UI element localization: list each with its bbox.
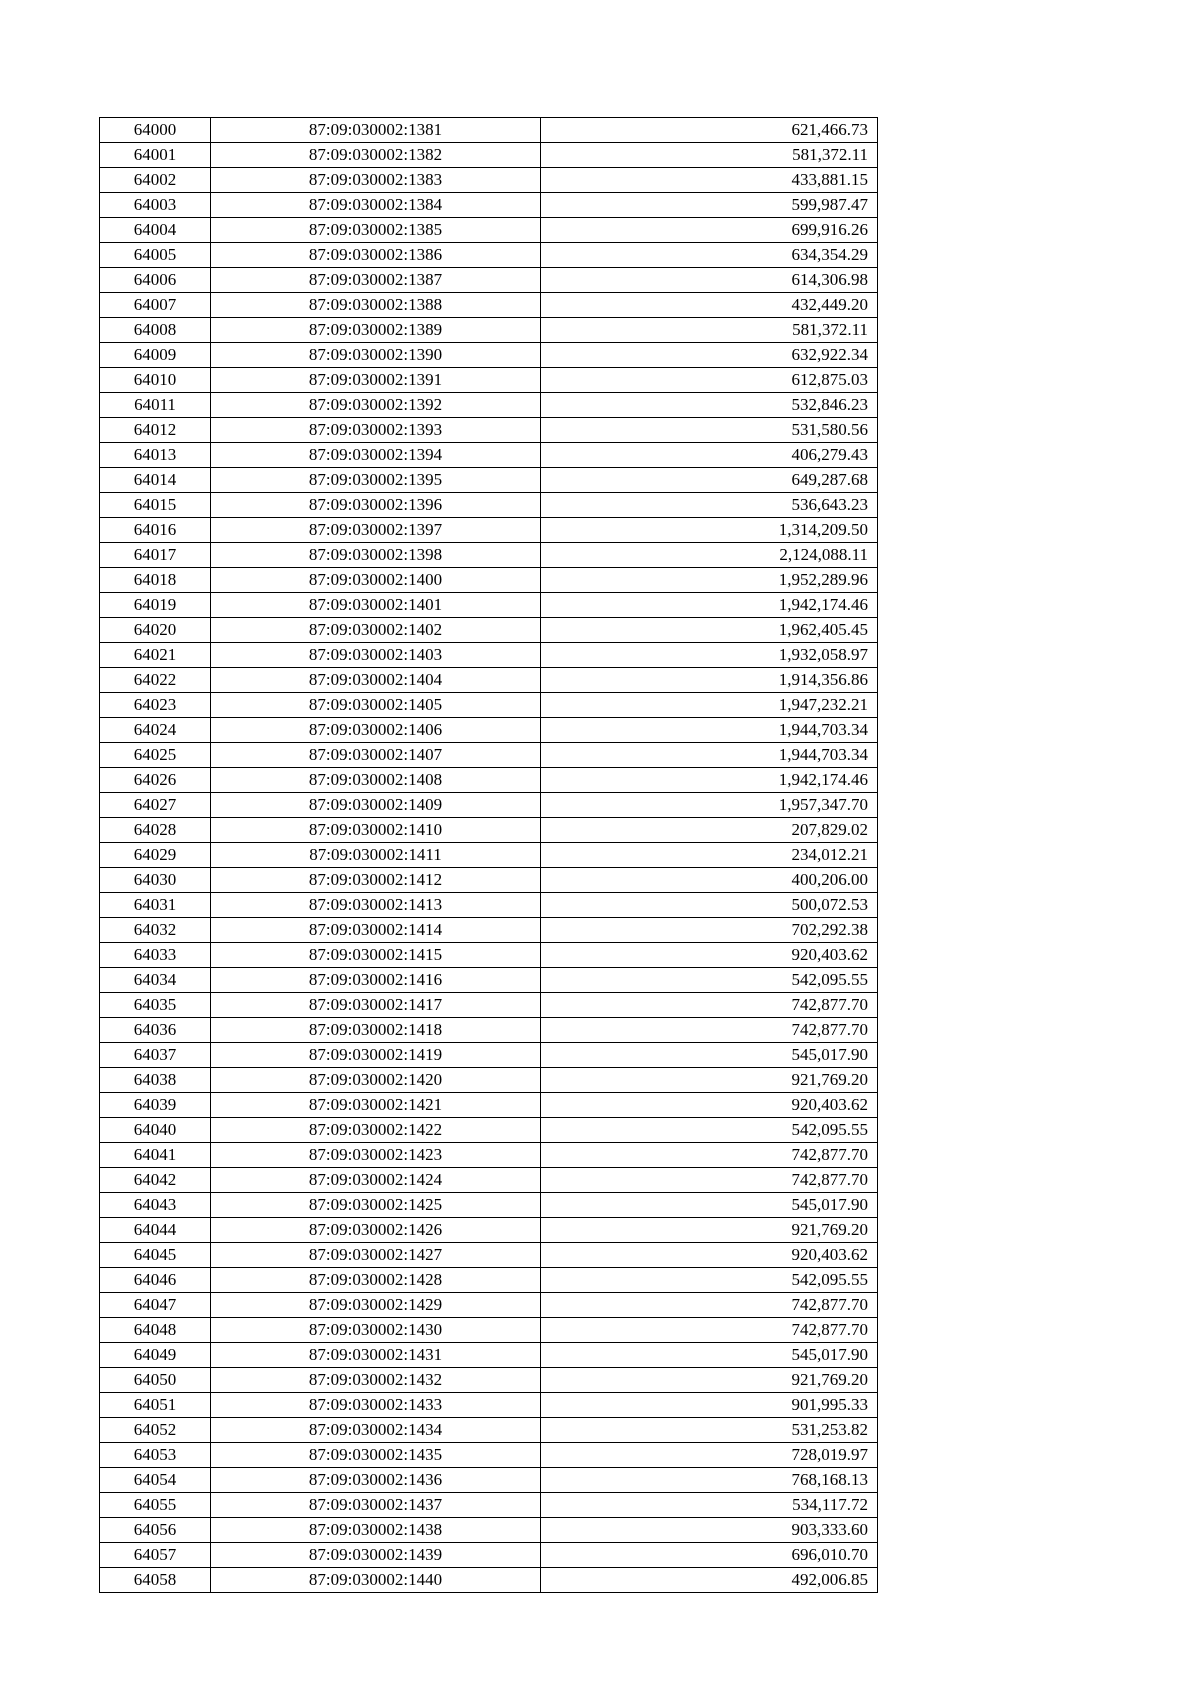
- table-row: [100, 1318, 878, 1343]
- cadastral-number-cell: 87:09:030002:1434: [211, 1418, 541, 1443]
- table-row: [100, 668, 878, 693]
- cadastral-number-cell: 87:09:030002:1420: [211, 1068, 541, 1093]
- table-row: [100, 543, 878, 568]
- table-row: [100, 818, 878, 843]
- cadastral-number-cell: 87:09:030002:1390: [211, 343, 541, 368]
- value-cell: 921,769.20: [541, 1368, 878, 1393]
- value-cell: 1,962,405.45: [541, 618, 878, 643]
- row-number-cell: 64027: [100, 793, 211, 818]
- row-number-cell: 64005: [100, 243, 211, 268]
- table-row: [100, 368, 878, 393]
- row-number-cell: 64040: [100, 1118, 211, 1143]
- row-number-cell: 64032: [100, 918, 211, 943]
- cadastral-number-cell: 87:09:030002:1417: [211, 993, 541, 1018]
- table-row: [100, 1543, 878, 1568]
- value-cell: 742,877.70: [541, 1293, 878, 1318]
- table-row: [100, 968, 878, 993]
- cadastral-number-cell: 87:09:030002:1410: [211, 818, 541, 843]
- table-row: [100, 243, 878, 268]
- cadastral-number-cell: 87:09:030002:1406: [211, 718, 541, 743]
- row-number-cell: 64008: [100, 318, 211, 343]
- table-row: [100, 693, 878, 718]
- value-cell: 432,449.20: [541, 293, 878, 318]
- value-cell: 406,279.43: [541, 443, 878, 468]
- value-cell: 581,372.11: [541, 318, 878, 343]
- cadastral-number-cell: 87:09:030002:1395: [211, 468, 541, 493]
- table-row: [100, 643, 878, 668]
- table-row: [100, 618, 878, 643]
- value-cell: 536,643.23: [541, 493, 878, 518]
- row-number-cell: 64024: [100, 718, 211, 743]
- value-cell: 1,314,209.50: [541, 518, 878, 543]
- cadastral-number-cell: 87:09:030002:1423: [211, 1143, 541, 1168]
- table-row: [100, 1368, 878, 1393]
- table-row: [100, 918, 878, 943]
- value-cell: 768,168.13: [541, 1468, 878, 1493]
- value-cell: 699,916.26: [541, 218, 878, 243]
- value-cell: 903,333.60: [541, 1518, 878, 1543]
- value-cell: 728,019.97: [541, 1443, 878, 1468]
- table-row: [100, 1168, 878, 1193]
- table-row: [100, 168, 878, 193]
- row-number-cell: 64049: [100, 1343, 211, 1368]
- table-row: [100, 793, 878, 818]
- row-number-cell: 64022: [100, 668, 211, 693]
- value-cell: 920,403.62: [541, 943, 878, 968]
- cadastral-number-cell: 87:09:030002:1398: [211, 543, 541, 568]
- table-row: [100, 468, 878, 493]
- row-number-cell: 64026: [100, 768, 211, 793]
- cadastral-number-cell: 87:09:030002:1409: [211, 793, 541, 818]
- table-row: [100, 743, 878, 768]
- row-number-cell: 64021: [100, 643, 211, 668]
- cadastral-number-cell: 87:09:030002:1425: [211, 1193, 541, 1218]
- cadastral-number-cell: 87:09:030002:1428: [211, 1268, 541, 1293]
- cadastral-number-cell: 87:09:030002:1388: [211, 293, 541, 318]
- cadastral-number-cell: 87:09:030002:1418: [211, 1018, 541, 1043]
- cadastral-number-cell: 87:09:030002:1408: [211, 768, 541, 793]
- cadastral-number-cell: 87:09:030002:1439: [211, 1543, 541, 1568]
- cadastral-number-cell: 87:09:030002:1421: [211, 1093, 541, 1118]
- table-row: [100, 1193, 878, 1218]
- value-cell: 2,124,088.11: [541, 543, 878, 568]
- row-number-cell: 64043: [100, 1193, 211, 1218]
- cadastral-number-cell: 87:09:030002:1392: [211, 393, 541, 418]
- value-cell: 545,017.90: [541, 1043, 878, 1068]
- cadastral-number-cell: 87:09:030002:1430: [211, 1318, 541, 1343]
- value-cell: 545,017.90: [541, 1343, 878, 1368]
- cadastral-number-cell: 87:09:030002:1413: [211, 893, 541, 918]
- cadastral-number-cell: 87:09:030002:1435: [211, 1443, 541, 1468]
- row-number-cell: 64036: [100, 1018, 211, 1043]
- row-number-cell: 64038: [100, 1068, 211, 1093]
- table-row: [100, 1443, 878, 1468]
- value-cell: 1,932,058.97: [541, 643, 878, 668]
- cadastral-number-cell: 87:09:030002:1433: [211, 1393, 541, 1418]
- row-number-cell: 64004: [100, 218, 211, 243]
- cadastral-number-cell: 87:09:030002:1386: [211, 243, 541, 268]
- table-row: [100, 1118, 878, 1143]
- row-number-cell: 64000: [100, 118, 211, 143]
- cadastral-number-cell: 87:09:030002:1412: [211, 868, 541, 893]
- cadastral-number-cell: 87:09:030002:1403: [211, 643, 541, 668]
- row-number-cell: 64019: [100, 593, 211, 618]
- value-cell: 920,403.62: [541, 1243, 878, 1268]
- cadastral-number-cell: 87:09:030002:1432: [211, 1368, 541, 1393]
- row-number-cell: 64039: [100, 1093, 211, 1118]
- row-number-cell: 64058: [100, 1568, 211, 1593]
- row-number-cell: 64055: [100, 1493, 211, 1518]
- row-number-cell: 64042: [100, 1168, 211, 1193]
- table-row: [100, 493, 878, 518]
- table-row: [100, 1143, 878, 1168]
- row-number-cell: 64033: [100, 943, 211, 968]
- table-row: [100, 118, 878, 143]
- value-cell: 542,095.55: [541, 1268, 878, 1293]
- value-cell: 901,995.33: [541, 1393, 878, 1418]
- cadastral-number-cell: 87:09:030002:1397: [211, 518, 541, 543]
- table-row: [100, 1393, 878, 1418]
- cadastral-number-cell: 87:09:030002:1385: [211, 218, 541, 243]
- cadastral-number-cell: 87:09:030002:1422: [211, 1118, 541, 1143]
- table-row: [100, 768, 878, 793]
- cadastral-number-cell: 87:09:030002:1401: [211, 593, 541, 618]
- value-cell: 1,947,232.21: [541, 693, 878, 718]
- table-row: [100, 1518, 878, 1543]
- row-number-cell: 64041: [100, 1143, 211, 1168]
- value-cell: 400,206.00: [541, 868, 878, 893]
- cadastral-number-cell: 87:09:030002:1382: [211, 143, 541, 168]
- table-row: [100, 1493, 878, 1518]
- table-row: [100, 1043, 878, 1068]
- value-cell: 207,829.02: [541, 818, 878, 843]
- table-row: [100, 1093, 878, 1118]
- value-cell: 542,095.55: [541, 968, 878, 993]
- table-row: [100, 193, 878, 218]
- table-row: [100, 443, 878, 468]
- value-cell: 1,944,703.34: [541, 743, 878, 768]
- value-cell: 599,987.47: [541, 193, 878, 218]
- value-cell: 581,372.11: [541, 143, 878, 168]
- value-cell: 542,095.55: [541, 1118, 878, 1143]
- row-number-cell: 64016: [100, 518, 211, 543]
- value-cell: 534,117.72: [541, 1493, 878, 1518]
- cadastral-number-cell: 87:09:030002:1416: [211, 968, 541, 993]
- row-number-cell: 64018: [100, 568, 211, 593]
- row-number-cell: 64009: [100, 343, 211, 368]
- table-row: [100, 1218, 878, 1243]
- row-number-cell: 64011: [100, 393, 211, 418]
- row-number-cell: 64030: [100, 868, 211, 893]
- value-cell: 532,846.23: [541, 393, 878, 418]
- table-row: [100, 418, 878, 443]
- value-cell: 234,012.21: [541, 843, 878, 868]
- row-number-cell: 64048: [100, 1318, 211, 1343]
- row-number-cell: 64054: [100, 1468, 211, 1493]
- cadastral-number-cell: 87:09:030002:1407: [211, 743, 541, 768]
- value-cell: 742,877.70: [541, 1018, 878, 1043]
- table-row: [100, 843, 878, 868]
- row-number-cell: 64017: [100, 543, 211, 568]
- row-number-cell: 64053: [100, 1443, 211, 1468]
- table-row: [100, 568, 878, 593]
- table-row: [100, 218, 878, 243]
- value-cell: 614,306.98: [541, 268, 878, 293]
- table-row: [100, 1418, 878, 1443]
- table-row: [100, 1568, 878, 1593]
- table-row: [100, 593, 878, 618]
- table-row: [100, 893, 878, 918]
- cadastral-number-cell: 87:09:030002:1415: [211, 943, 541, 968]
- row-number-cell: 64007: [100, 293, 211, 318]
- value-cell: 702,292.38: [541, 918, 878, 943]
- row-number-cell: 64028: [100, 818, 211, 843]
- cadastral-value-table: [99, 117, 878, 1593]
- row-number-cell: 64050: [100, 1368, 211, 1393]
- table-row: [100, 1243, 878, 1268]
- row-number-cell: 64015: [100, 493, 211, 518]
- value-cell: 632,922.34: [541, 343, 878, 368]
- cadastral-number-cell: 87:09:030002:1381: [211, 118, 541, 143]
- row-number-cell: 64014: [100, 468, 211, 493]
- cadastral-number-cell: 87:09:030002:1427: [211, 1243, 541, 1268]
- table-row: [100, 318, 878, 343]
- cadastral-number-cell: 87:09:030002:1389: [211, 318, 541, 343]
- table-row: [100, 1268, 878, 1293]
- cadastral-number-cell: 87:09:030002:1393: [211, 418, 541, 443]
- cadastral-number-cell: 87:09:030002:1438: [211, 1518, 541, 1543]
- table-row: [100, 268, 878, 293]
- row-number-cell: 64034: [100, 968, 211, 993]
- row-number-cell: 64051: [100, 1393, 211, 1418]
- row-number-cell: 64044: [100, 1218, 211, 1243]
- cadastral-number-cell: 87:09:030002:1383: [211, 168, 541, 193]
- row-number-cell: 64052: [100, 1418, 211, 1443]
- row-number-cell: 64031: [100, 893, 211, 918]
- cadastral-number-cell: 87:09:030002:1440: [211, 1568, 541, 1593]
- value-cell: 920,403.62: [541, 1093, 878, 1118]
- cadastral-number-cell: 87:09:030002:1436: [211, 1468, 541, 1493]
- value-cell: 531,580.56: [541, 418, 878, 443]
- cadastral-number-cell: 87:09:030002:1411: [211, 843, 541, 868]
- table-body: [100, 118, 878, 1593]
- table-row: [100, 343, 878, 368]
- table-row: [100, 293, 878, 318]
- cadastral-number-cell: 87:09:030002:1437: [211, 1493, 541, 1518]
- cadastral-number-cell: 87:09:030002:1402: [211, 618, 541, 643]
- table-row: [100, 143, 878, 168]
- value-cell: 742,877.70: [541, 1143, 878, 1168]
- row-number-cell: 64013: [100, 443, 211, 468]
- row-number-cell: 64025: [100, 743, 211, 768]
- table-row: [100, 993, 878, 1018]
- cadastral-number-cell: 87:09:030002:1419: [211, 1043, 541, 1068]
- row-number-cell: 64002: [100, 168, 211, 193]
- value-cell: 1,914,356.86: [541, 668, 878, 693]
- row-number-cell: 64037: [100, 1043, 211, 1068]
- cadastral-number-cell: 87:09:030002:1394: [211, 443, 541, 468]
- table-row: [100, 518, 878, 543]
- table-row: [100, 943, 878, 968]
- row-number-cell: 64020: [100, 618, 211, 643]
- value-cell: 1,952,289.96: [541, 568, 878, 593]
- value-cell: 742,877.70: [541, 1318, 878, 1343]
- value-cell: 634,354.29: [541, 243, 878, 268]
- cadastral-number-cell: 87:09:030002:1424: [211, 1168, 541, 1193]
- cadastral-number-cell: 87:09:030002:1429: [211, 1293, 541, 1318]
- table-row: [100, 868, 878, 893]
- value-cell: 612,875.03: [541, 368, 878, 393]
- value-cell: 1,942,174.46: [541, 593, 878, 618]
- row-number-cell: 64023: [100, 693, 211, 718]
- value-cell: 492,006.85: [541, 1568, 878, 1593]
- table-row: [100, 1018, 878, 1043]
- value-cell: 433,881.15: [541, 168, 878, 193]
- table-row: [100, 393, 878, 418]
- table-row: [100, 1468, 878, 1493]
- table-row: [100, 1293, 878, 1318]
- value-cell: 545,017.90: [541, 1193, 878, 1218]
- cadastral-number-cell: 87:09:030002:1400: [211, 568, 541, 593]
- value-cell: 500,072.53: [541, 893, 878, 918]
- row-number-cell: 64047: [100, 1293, 211, 1318]
- value-cell: 1,942,174.46: [541, 768, 878, 793]
- value-cell: 1,944,703.34: [541, 718, 878, 743]
- value-cell: 742,877.70: [541, 993, 878, 1018]
- cadastral-number-cell: 87:09:030002:1414: [211, 918, 541, 943]
- cadastral-number-cell: 87:09:030002:1396: [211, 493, 541, 518]
- value-cell: 742,877.70: [541, 1168, 878, 1193]
- row-number-cell: 64035: [100, 993, 211, 1018]
- cadastral-number-cell: 87:09:030002:1431: [211, 1343, 541, 1368]
- row-number-cell: 64012: [100, 418, 211, 443]
- table-row: [100, 1068, 878, 1093]
- value-cell: 696,010.70: [541, 1543, 878, 1568]
- row-number-cell: 64056: [100, 1518, 211, 1543]
- row-number-cell: 64029: [100, 843, 211, 868]
- row-number-cell: 64006: [100, 268, 211, 293]
- value-cell: 621,466.73: [541, 118, 878, 143]
- table-row: [100, 1343, 878, 1368]
- value-cell: 921,769.20: [541, 1218, 878, 1243]
- row-number-cell: 64046: [100, 1268, 211, 1293]
- cadastral-number-cell: 87:09:030002:1384: [211, 193, 541, 218]
- row-number-cell: 64003: [100, 193, 211, 218]
- value-cell: 1,957,347.70: [541, 793, 878, 818]
- value-cell: 921,769.20: [541, 1068, 878, 1093]
- cadastral-number-cell: 87:09:030002:1405: [211, 693, 541, 718]
- row-number-cell: 64057: [100, 1543, 211, 1568]
- table-row: [100, 718, 878, 743]
- row-number-cell: 64045: [100, 1243, 211, 1268]
- cadastral-number-cell: 87:09:030002:1387: [211, 268, 541, 293]
- row-number-cell: 64001: [100, 143, 211, 168]
- row-number-cell: 64010: [100, 368, 211, 393]
- cadastral-number-cell: 87:09:030002:1404: [211, 668, 541, 693]
- cadastral-number-cell: 87:09:030002:1391: [211, 368, 541, 393]
- value-cell: 531,253.82: [541, 1418, 878, 1443]
- cadastral-number-cell: 87:09:030002:1426: [211, 1218, 541, 1243]
- value-cell: 649,287.68: [541, 468, 878, 493]
